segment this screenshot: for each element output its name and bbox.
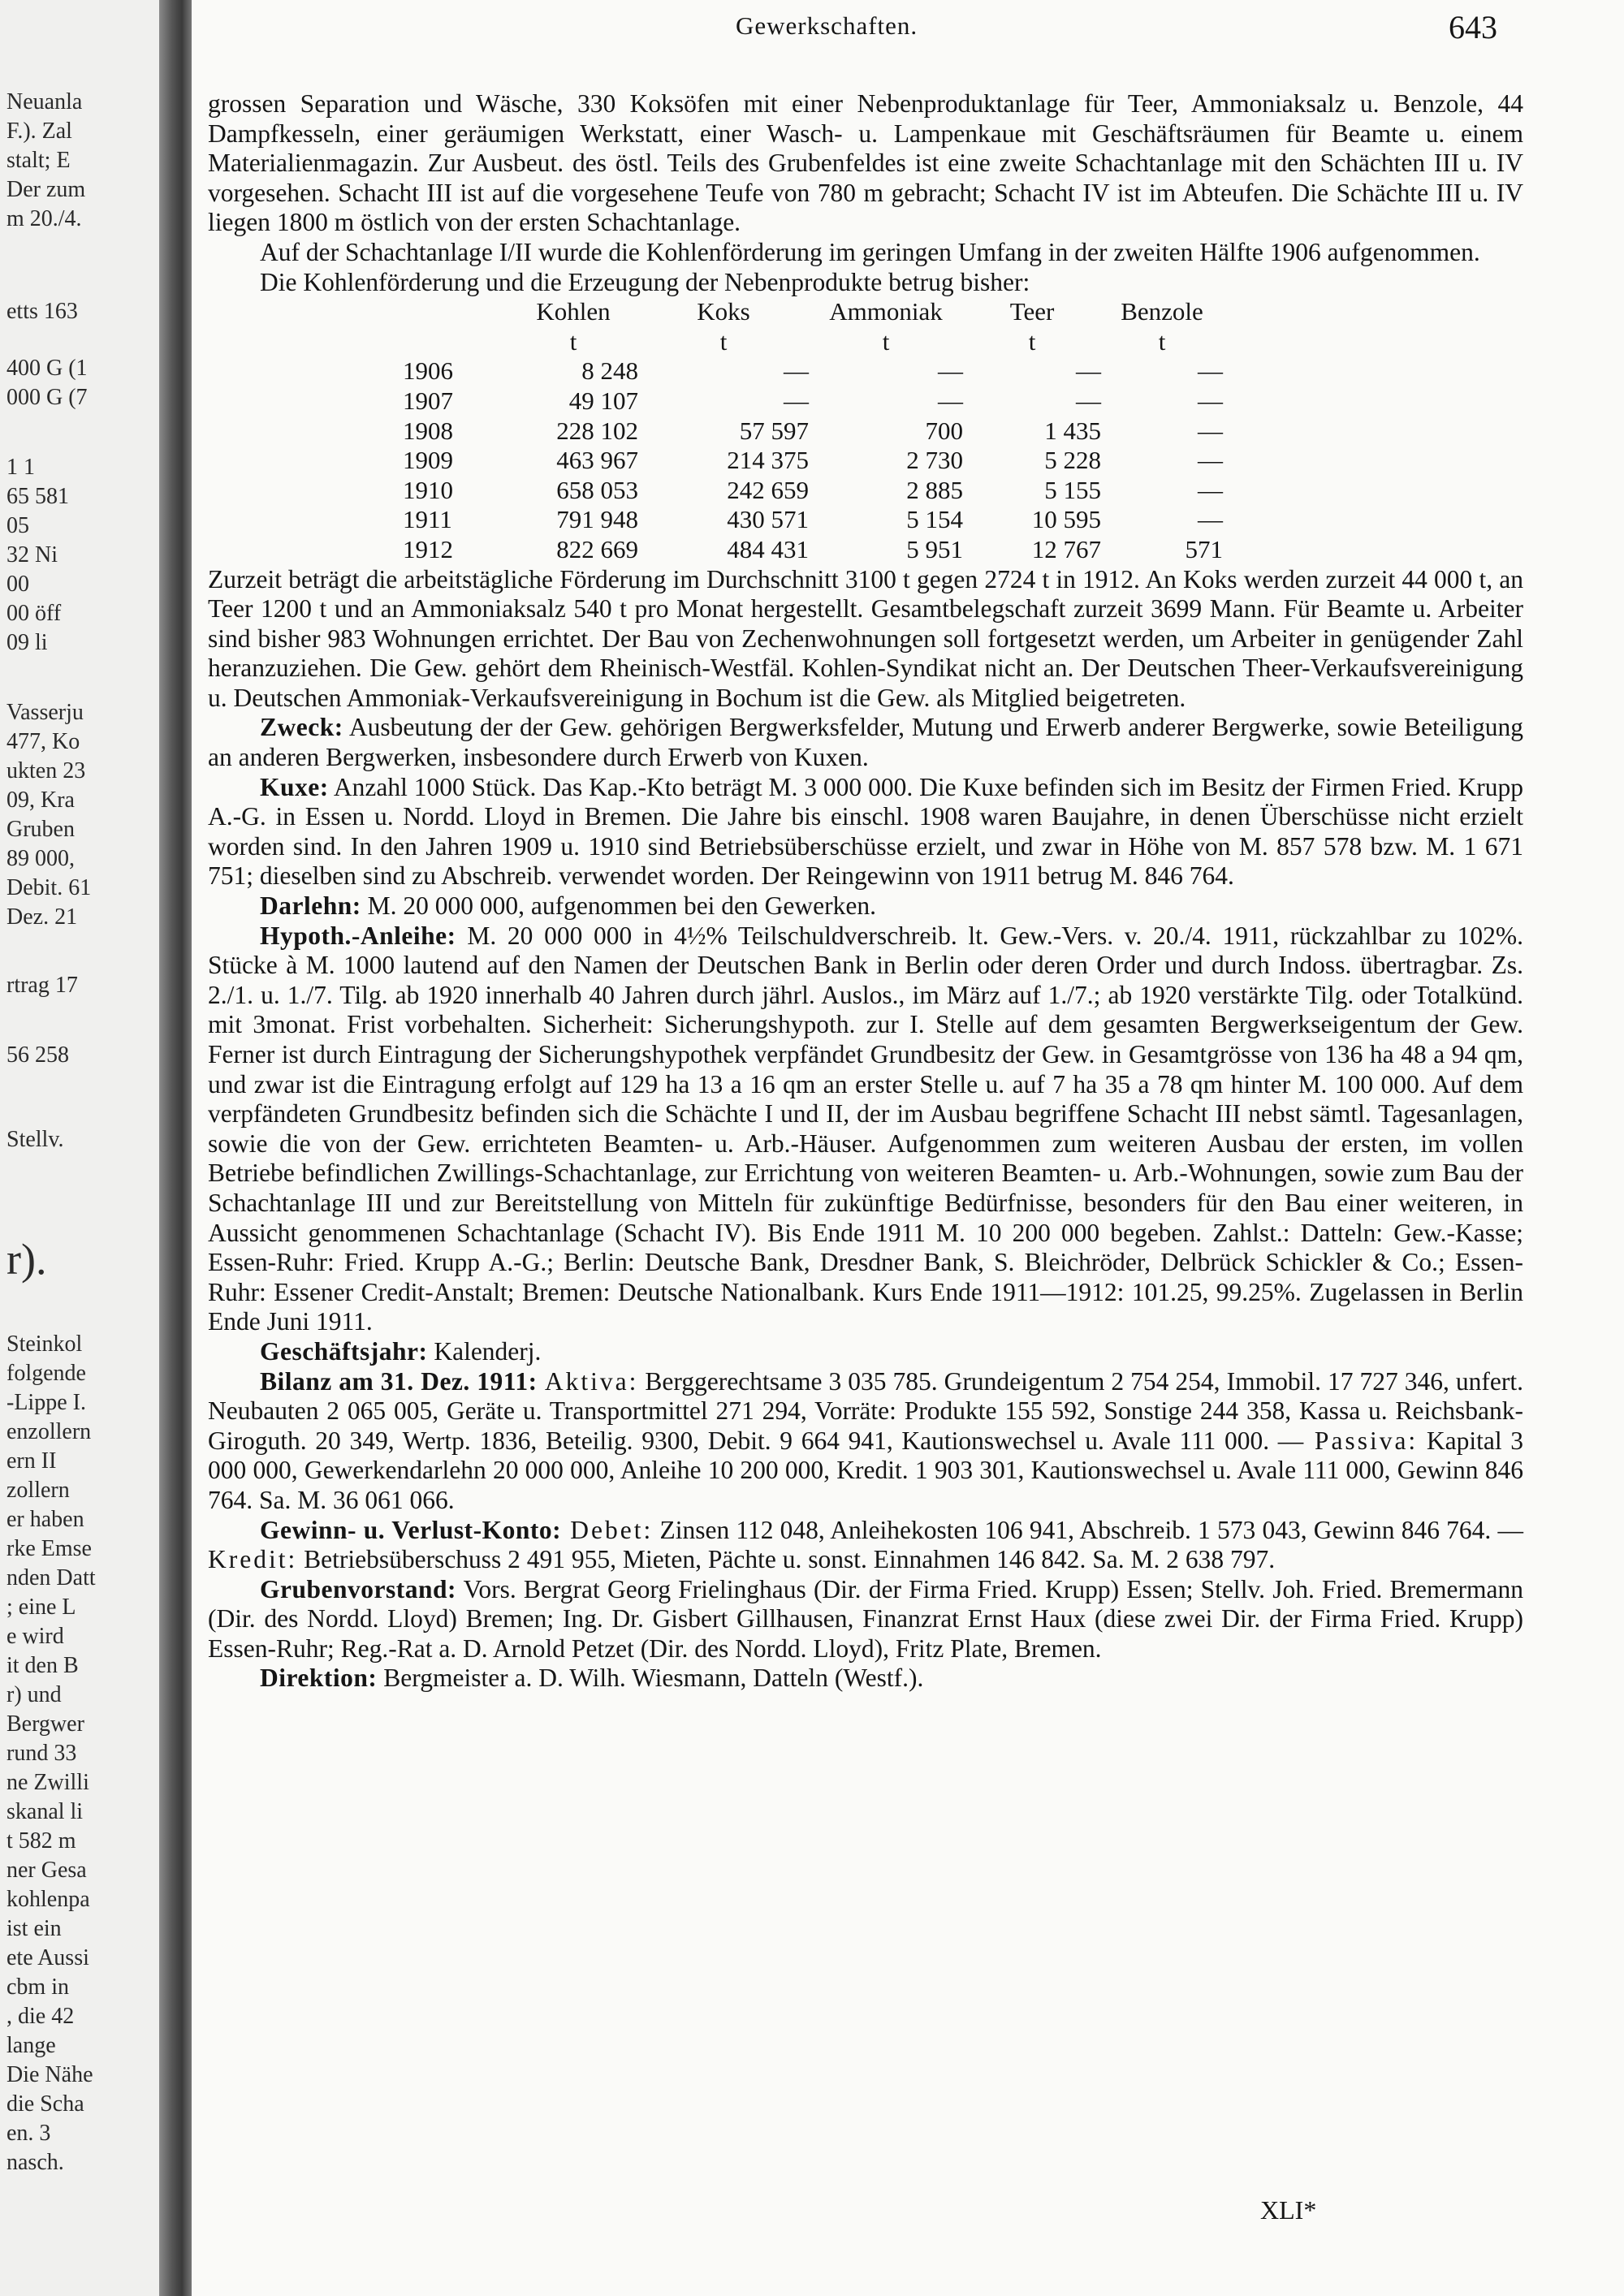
previous-page-fragment: e wird: [6, 1624, 64, 1649]
section-label: Direktion:: [260, 1664, 378, 1693]
previous-page-fragment: enzollern: [6, 1419, 92, 1444]
previous-page-fragment: ete Aussi: [6, 1945, 89, 1970]
section-text: Bergmeister a. D. Wilh. Wiesmann, Datteln (Westf.).: [377, 1664, 924, 1693]
year-cell: 1912: [403, 534, 453, 563]
intro-paragraph-3: Die Kohlenförderung und die Erzeugung der Nebenprodukte betrug bisher:: [260, 267, 1030, 296]
year-cell: 1906: [403, 356, 453, 386]
header-cell: Benzole: [1121, 297, 1203, 326]
value-cell: 5 951: [906, 534, 963, 563]
previous-page-fragment: it den B: [6, 1653, 79, 1678]
value-cell: —: [1198, 386, 1223, 415]
value-cell: 1 435: [1044, 416, 1101, 445]
previous-page-fragment: Neuanla: [6, 89, 83, 114]
previous-page-fragment: 000 G (7: [6, 385, 88, 410]
section-direktion: [208, 1664, 1523, 1694]
section-text: Ausbeutung der der Gew. gehörigen Bergwerksfelder, Mutung und Erwerb anderer Bergwerke, sowie Beteiligung an anderen Bergwerken, insbesondere durch Erwerb von Kuxen.: [208, 713, 1523, 772]
value-cell: —: [938, 356, 963, 386]
year-cell: 1911: [403, 505, 452, 534]
previous-page-fragment: zollern: [6, 1478, 70, 1503]
previous-page-fragment: cbm in: [6, 1974, 69, 2000]
page-number: 643: [1449, 9, 1497, 45]
value-cell: 214 375: [727, 446, 809, 475]
previous-page-fragment: ; eine L: [6, 1595, 76, 1620]
previous-page-fragment: 65 581: [6, 484, 69, 509]
section-label: Bilanz am 31. Dez. 1911:: [260, 1366, 538, 1396]
previous-page-fragment: kohlenpa: [6, 1887, 90, 1912]
previous-page-fragment: t 582 m: [6, 1828, 76, 1854]
previous-page-fragment: , die 42: [6, 2004, 75, 2029]
section-hypoth-anleihe: [208, 921, 1523, 1337]
passiva-label: Passiva:: [1303, 1426, 1419, 1455]
production-table-body: [403, 356, 1223, 564]
previous-page-fragment: er haben: [6, 1507, 84, 1532]
value-cell: —: [938, 386, 963, 415]
page: [192, 0, 1624, 2296]
value-cell: —: [784, 386, 809, 415]
previous-page-fragment: ern II: [6, 1448, 57, 1474]
section-text: Vors. Bergrat Georg Frielinghaus (Dir. der Firma Fried. Krupp) Essen; Stellv. Joh. Fried. Bremermann (Dir. des Nordd. Lloyd) Bremen; Ing. Dr. Gisbert Gillhausen, Finanzrat Ernst Haux (diese zwei Dir. der Firma Fried. Krupp) Essen-Ruhr; Reg.-Rat a. D. Arnold Petzet (Dir. des Nordd. Lloyd), Fritz Plate, Bremen.: [208, 1574, 1523, 1663]
previous-page-fragment: Bergwer: [6, 1711, 84, 1737]
year-cell: 1908: [403, 416, 453, 445]
value-cell: 228 102: [556, 416, 638, 445]
previous-page-fragment: 1 1: [6, 455, 35, 480]
table-row: [403, 356, 1223, 386]
value-cell: 242 659: [727, 475, 809, 504]
kredit-label: Kredit:: [208, 1545, 298, 1574]
section-label: Kuxe:: [260, 772, 329, 801]
table-row: [403, 416, 1223, 447]
previous-page-fragment: en. 3: [6, 2121, 51, 2146]
unit-cell: t: [882, 326, 890, 356]
aktiva-text: Berggerechtsame 3 035 785. Grundeigentum 2 754 254, Immobil. 17 727 346, unfert. Neubauten 2 065 005, Geräte u. Transportmittel 271 294, Vorräte: Produkte 155 592, Sonstige 244 358, Kassa u. Reichsbank-Giroguth. 20 349, Wertp. 1836, Beteilig. 9300, Debit. 9 664 941, Kautionswechsel u. Avale 111 000. —: [208, 1366, 1524, 1455]
section-label: Grubenvorstand:: [260, 1574, 457, 1603]
unit-cell: [403, 327, 508, 357]
production-table-header: [403, 297, 1223, 327]
value-cell: —: [784, 356, 809, 386]
previous-page-fragment: 09 li: [6, 630, 48, 655]
previous-page-fragment: ner Gesa: [6, 1858, 87, 1883]
previous-page-fragment: rke Emse: [6, 1536, 92, 1561]
previous-page-fragment: Debit. 61: [6, 875, 92, 900]
unit-cell: t: [569, 326, 577, 356]
section-gewinn-verlust: [208, 1516, 1523, 1575]
table-row: [403, 476, 1223, 506]
table-row: [403, 535, 1223, 565]
section-text: Kalenderj.: [427, 1336, 542, 1366]
previous-page-fragment: r).: [6, 1235, 47, 1284]
value-cell: 8 248: [581, 356, 638, 386]
previous-page-fragment: nasch.: [6, 2150, 64, 2175]
sheet-signature: XLI*: [1260, 2195, 1317, 2225]
section-label: Gewinn- u. Verlust-Konto:: [260, 1515, 562, 1544]
intro-paragraph-2: Auf der Schachtanlage I/II wurde die Kohlenförderung im geringen Umfang in der zweiten Hälfte 1906 aufgenommen.: [260, 237, 1480, 266]
previous-page-fragment: Die Nähe: [6, 2062, 93, 2087]
previous-page-fragment: lange: [6, 2033, 56, 2058]
running-head: Gewerkschaften.: [736, 11, 918, 40]
value-cell: 12 767: [1031, 534, 1101, 563]
aktiva-label: Aktiva:: [537, 1366, 639, 1396]
previous-page-fragment: 09, Kra: [6, 788, 75, 813]
previous-page-fragment: ist ein: [6, 1916, 62, 1941]
value-cell: 571: [1185, 534, 1223, 563]
section-bilanz: [208, 1367, 1523, 1516]
section-darlehn: [208, 891, 1523, 921]
previous-page-fragment: F.). Zal: [6, 119, 72, 144]
value-cell: —: [1198, 505, 1223, 534]
previous-page-fragment: rund 33: [6, 1741, 77, 1766]
value-cell: 10 595: [1031, 505, 1101, 534]
previous-page-fragment: -Lippe I.: [6, 1390, 86, 1415]
section-label: Darlehn:: [260, 891, 361, 921]
previous-page-fragment: ukten 23: [6, 758, 86, 783]
previous-page-fragment: stalt; E: [6, 148, 71, 173]
table-row: [403, 446, 1223, 476]
value-cell: 2 730: [906, 446, 963, 475]
value-cell: 463 967: [556, 446, 638, 475]
header-cell: Koks: [697, 297, 750, 326]
page-body: [208, 89, 1523, 1694]
value-cell: 5 228: [1044, 446, 1101, 475]
previous-page-fragment: Gruben: [6, 817, 75, 842]
header-cell: Ammoniak: [829, 297, 943, 326]
production-table: [403, 297, 1223, 564]
value-cell: —: [1198, 475, 1223, 504]
value-cell: 2 885: [906, 475, 963, 504]
previous-page-fragment: etts 163: [6, 299, 78, 324]
section-label: Geschäftsjahr:: [260, 1336, 428, 1366]
previous-page-fragment: 477, Ko: [6, 729, 80, 754]
section-grubenvorstand: [208, 1575, 1523, 1664]
debet-label: Debet:: [561, 1515, 654, 1544]
book-gutter: [159, 0, 192, 2296]
previous-page-fragment: r) und: [6, 1682, 62, 1707]
debet-text: Zinsen 112 048, Anleihekosten 106 941, Abschreib. 1 573 043, Gewinn 846 764. —: [653, 1515, 1523, 1544]
previous-page-fragment: ne Zwilli: [6, 1770, 89, 1795]
year-cell: 1910: [403, 475, 453, 504]
value-cell: 430 571: [727, 505, 809, 534]
value-cell: —: [1198, 356, 1223, 386]
previous-page-fragment: skanal li: [6, 1799, 84, 1824]
year-cell: 1907: [403, 386, 453, 415]
previous-page-fragment: folgende: [6, 1361, 86, 1386]
previous-page-fragment: 32 Ni: [6, 542, 58, 568]
section-text: Anzahl 1000 Stück. Das Kap.-Kto beträgt M. 3 000 000. Die Kuxe befinden sich im Besitz der Firmen Fried. Krupp A.-G. in Essen u. Nordd. Lloyd in Bremen. Die Jahre bis einschl. 1908 waren Baujahre, in denen Überschüsse nicht erzielt worden sind. In den Jahren 1909 u. 1910 sind Betriebsüberschüsse erzielt, und zwar in Höhe von M. 857 578 bzw. M. 1 671 751; dieselben sind zu Abschreib. verwendet worden. Der Reingewinn von 1911 betrug M. 846 764.: [208, 772, 1523, 891]
section-text: M. 20 000 000 in 4½% Teilschuldverschreib. lt. Gew.-Vers. v. 20./4. 1911, rückzahlbar zu 102%. Stücke à M. 1000 lautend auf den Namen der Deutschen Bank in Berlin oder deren Order und durch Indoss. übertragbar. Zs. 2./1. u. 1./7. Tilg. ab 1920 innerhalb 40 Jahren durch jährl. Auslos., im März auf 1./7.; ab 1920 verstärkte Tilg. oder Totalkünd. mit 3monat. Frist vorbehalten. Sicherheit: Sicherungshypoth. zur I. Stelle auf dem gesamten Bergwerkseigentum der Gew. Ferner ist durch Eintragung der Sicherungshypothek verpfändet Grundbesitz der Gew. in Gesamtgrösse von 136 ha 48 a 94 qm, und zwar ist die Eintragung erfolgt auf 129 ha 13 a 16 qm an erster Stelle u. auf 7 ha 35 a 78 qm hinter M. 100 000. Auf dem verpfändeten Grundbesitz befinden sich die Schächte I und II, der im Ausbau begriffene Schacht III nebst sämtl. Tagesanlagen, sowie die von der Gew. errichteten Beamten- u. Arb.-Häuser. Aufgenommen zum weiteren Ausbau der ersten, im vollen Betriebe befindlichen Zwillings-Schachtanlage, zur Errichtung von weiteren Beamten- u. Arb.-Wohnungen, sowie zum Bau der Schachtanlage III und zur Bereitstellung von Mitteln für zukünftige Bedürfnisse, besonders für den Bau einer weiteren, in Aussicht genommenen Schachtanlage (Schacht IV). Bis Ende 1911 M. 10 200 000 begeben. Zahlst.: Datteln: Gew.-Kasse; Essen-Ruhr: Fried. Krupp A.-G.; Berlin: Deutsche Bank, Dresdner Bank, S. Bleichröder, Delbrück Schickler & Co.; Essen-Ruhr: Essener Credit-Anstalt; Bremen: Deutsche Nationalbank. Kurs Ende 1911—1912: 101.25, 99.25%. Zugelassen in Berlin Ende Juni 1911.: [208, 921, 1523, 1336]
value-cell: —: [1076, 386, 1101, 415]
section-geschaeftsjahr: [208, 1337, 1523, 1367]
table-row: [403, 505, 1223, 535]
section-text: M. 20 000 000, aufgenommen bei den Gewerken.: [361, 891, 876, 921]
previous-page-fragment: 56 258: [6, 1042, 69, 1068]
unit-cell: t: [1028, 326, 1036, 356]
unit-cell: t: [1158, 326, 1166, 356]
previous-page-fragment: Der zum: [6, 177, 86, 202]
previous-page-fragment: Vasserju: [6, 700, 84, 725]
unit-cell: t: [719, 326, 728, 356]
previous-page-strip: [0, 0, 159, 2296]
header-cell: Teer: [1009, 297, 1055, 326]
intro-paragraph-1: grossen Separation und Wäsche, 330 Koksöfen mit einer Nebenproduktanlage für Teer, Ammoniaksalz u. Benzole, 44 Dampfkesseln, einer geräumigen Werkstatt, einer Wasch- u. Lampenkaue mit Geschäftsräumen für Beamte u. einem Materialienmagazin. Zur Ausbeut. des östl. Teils des Grubenfeldes ist eine zweite Schachtanlage mit den Schächten III u. IV vorgesehen. Schacht III ist auf die vorgesehene Teufe von 780 m gebracht; Schacht IV ist im Abteufen. Die Schächte III u. IV liegen 1800 m östlich von der ersten Schachtanlage.: [208, 89, 1523, 237]
previous-page-fragment: Stellv.: [6, 1127, 64, 1152]
production-table-units: [403, 327, 1223, 357]
value-cell: 791 948: [556, 505, 638, 534]
value-cell: 5 154: [906, 505, 963, 534]
value-cell: —: [1198, 416, 1223, 445]
previous-page-fragment: m 20./4.: [6, 206, 82, 231]
previous-page-fragment: 05: [6, 513, 29, 538]
passiva-text: Kapital 3 000 000, Gewerkendarlehn 20 000 000, Anleihe 10 200 000, Kredit. 1 903 301, Kautionswechsel u. Avale 111 000, Gewinn 846 764. Sa. M. 36 061 066.: [208, 1426, 1523, 1514]
header-cell: Kohlen: [536, 297, 611, 326]
value-cell: 484 431: [727, 534, 809, 563]
after-table-paragraph: Zurzeit beträgt die arbeitstägliche Förderung im Durchschnitt 3100 t gegen 2724 t in 1912. An Koks werden zurzeit 44 000 t, an Teer 1200 t und an Ammoniaksalz 540 t pro Monat hergestellt. Gesamtbelegschaft zurzeit 3699 Mann. Für Beamte u. Arbeiter sind bisher 983 Wohnungen errichtet. Der Bau von Zechenwohnungen soll fortgesetzt werden, um Arbeiter in genügender Zahl heranzuziehen. Die Gew. gehört dem Rheinisch-Westfäl. Kohlen-Syndikat nicht an. Der Deutschen Theer-Verkaufsvereinigung u. Deutschen Ammoniak-Verkaufsvereinigung in Bochum ist die Gew. als Mitglied beigetreten.: [208, 564, 1523, 712]
value-cell: 822 669: [556, 534, 638, 563]
previous-page-fragment: nden Datt: [6, 1565, 96, 1590]
section-label: Zweck:: [260, 713, 343, 742]
previous-page-fragment: 400 G (1: [6, 356, 88, 381]
header-cell: [403, 297, 508, 327]
previous-page-fragment: 00 öff: [6, 601, 62, 626]
value-cell: 700: [925, 416, 963, 445]
table-row: [403, 386, 1223, 416]
section-label: Hypoth.-Anleihe:: [260, 921, 456, 950]
kredit-text: Betriebsüberschuss 2 491 955, Mieten, Pächte u. sonst. Einnahmen 146 842. Sa. M. 2 638 797.: [297, 1545, 1276, 1574]
previous-page-fragment: 00: [6, 572, 29, 597]
previous-page-fragment: Dez. 21: [6, 904, 78, 930]
value-cell: —: [1198, 446, 1223, 475]
previous-page-fragment: rtrag 17: [6, 973, 78, 998]
value-cell: —: [1076, 356, 1101, 386]
section-kuxe: [208, 773, 1523, 891]
value-cell: 57 597: [739, 416, 809, 445]
section-zweck: [208, 713, 1523, 772]
value-cell: 5 155: [1044, 475, 1101, 504]
previous-page-fragment: 89 000,: [6, 846, 75, 871]
previous-page-fragment: die Scha: [6, 2091, 84, 2117]
value-cell: 658 053: [556, 475, 638, 504]
previous-page-fragment: Steinkol: [6, 1331, 83, 1357]
value-cell: 49 107: [568, 386, 638, 415]
year-cell: 1909: [403, 446, 453, 475]
